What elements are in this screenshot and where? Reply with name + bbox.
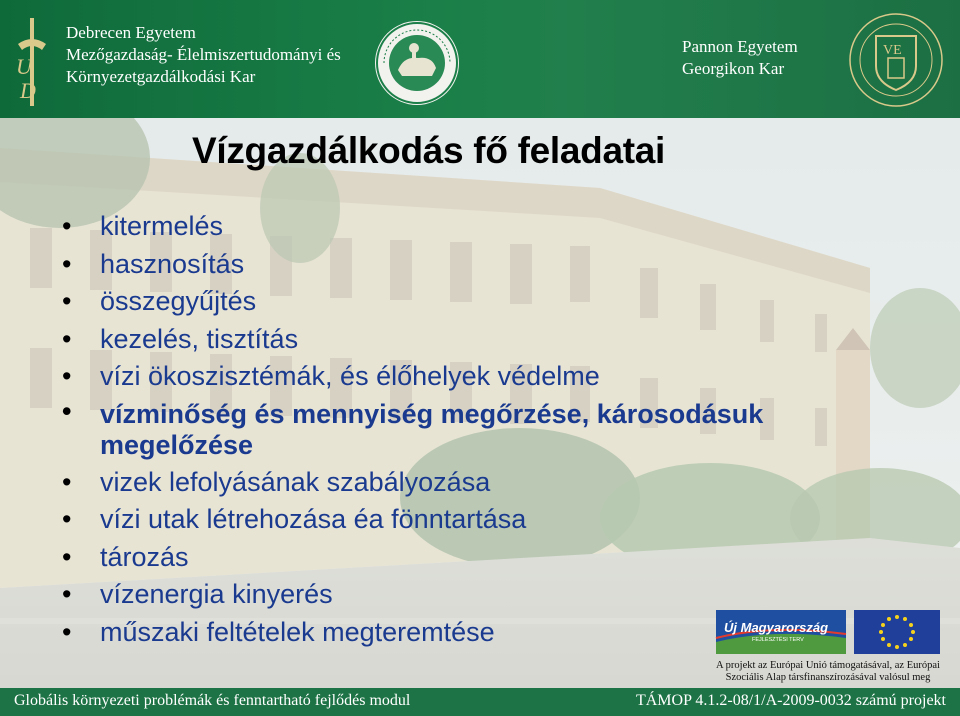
bullet-item bbox=[62, 321, 902, 359]
bullet-icon: • bbox=[62, 541, 72, 572]
bullet-text: hasznosítás bbox=[100, 248, 245, 279]
bullet-text: vízi ökoszisztémák, és élőhelyek védelme bbox=[100, 361, 600, 391]
bullet-icon: • bbox=[62, 323, 72, 354]
header-band bbox=[0, 0, 960, 118]
eu-funding-box bbox=[712, 608, 944, 690]
eu-logos-icon bbox=[712, 608, 944, 658]
eu-caption-line-1: A projekt az Európai Unió támogatásával, az Európai bbox=[716, 660, 940, 671]
bullet-icon: • bbox=[62, 616, 72, 647]
footer-module-name: Globális környezeti problémák és fenntartható fejlődés modul bbox=[14, 692, 411, 709]
bullet-text: tározás bbox=[100, 541, 189, 572]
eu-caption-line-2: Szociális Alap társfinanszírozásával valósul meg bbox=[725, 672, 931, 683]
bullet-icon: • bbox=[62, 579, 72, 609]
faculty-seal-icon bbox=[374, 20, 460, 111]
debrecen-logo-icon bbox=[8, 14, 56, 115]
bullet-item bbox=[62, 246, 902, 284]
svg-text:D: D bbox=[20, 78, 36, 103]
bullet-text: kitermelés bbox=[100, 211, 224, 241]
bullet-item bbox=[62, 464, 902, 502]
bullet-item bbox=[62, 358, 902, 396]
pannon-institution bbox=[682, 36, 798, 80]
pannon-logo-letters: VE bbox=[883, 43, 902, 58]
bullet-icon: • bbox=[62, 361, 72, 391]
bullet-icon: • bbox=[62, 466, 72, 497]
debrecen-line-3: Környezetgazdálkodási Kar bbox=[66, 67, 256, 86]
bullet-item bbox=[62, 539, 902, 577]
debrecen-institution bbox=[66, 22, 341, 88]
pannon-logo-icon bbox=[846, 10, 946, 115]
bullet-text: vizek lefolyásának szabályozása bbox=[100, 466, 491, 497]
pannon-line-1: Pannon Egyetem bbox=[682, 37, 798, 56]
bullet-item bbox=[62, 283, 902, 321]
svg-text:U: U bbox=[16, 54, 32, 79]
bullet-text: műszaki feltételek megteremtése bbox=[100, 616, 495, 647]
bullet-text: kezelés, tisztítás bbox=[100, 323, 299, 354]
bullet-list bbox=[62, 208, 902, 651]
debrecen-line-2: Mezőgazdaság- Élelmiszertudományi és bbox=[66, 45, 341, 64]
bullet-item bbox=[62, 208, 902, 246]
bullet-text: vízenergia kinyerés bbox=[100, 579, 333, 609]
bullet-text: vízi utak létrehozása éa fönntartása bbox=[100, 504, 527, 534]
bullet-icon: • bbox=[62, 286, 72, 316]
bullet-text: vízminőség és mennyiség megőrzése, károsodásuk megelőzése bbox=[100, 398, 764, 460]
bullet-item bbox=[62, 396, 902, 464]
bullet-item bbox=[62, 501, 902, 539]
footer-band bbox=[0, 688, 960, 716]
eu-funding-caption bbox=[712, 660, 944, 684]
fejlesztesi-terv-label: FEJLESZTÉSI TERV bbox=[752, 637, 804, 643]
bullet-icon: • bbox=[62, 504, 72, 534]
bullet-icon: • bbox=[62, 248, 72, 279]
footer-project-id: TÁMOP 4.1.2-08/1/A-2009-0032 számú projekt bbox=[635, 692, 946, 709]
pannon-line-2: Georgikon Kar bbox=[682, 59, 785, 78]
bullet-text: összegyűjtés bbox=[100, 286, 257, 316]
uj-magyarorszag-label: Új Magyarország bbox=[724, 620, 829, 635]
slide-title: Vízgazdálkodás fő feladatai bbox=[192, 130, 666, 171]
debrecen-line-1: Debrecen Egyetem bbox=[66, 23, 196, 42]
bullet-icon: • bbox=[62, 395, 72, 426]
bullet-icon: • bbox=[62, 211, 72, 241]
